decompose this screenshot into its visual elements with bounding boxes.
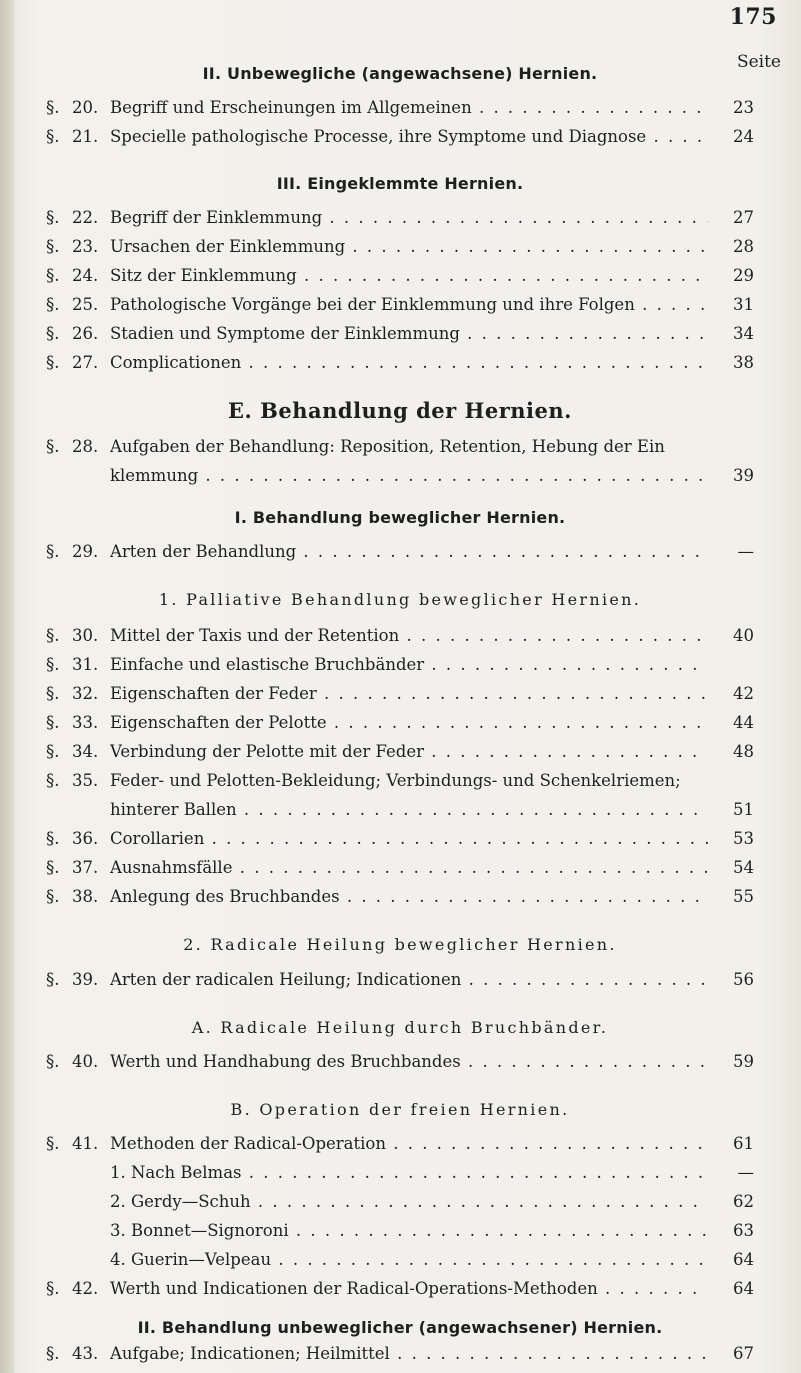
entry-title: 3. Bonnet—Signoroni . . . — [110, 1221, 708, 1240]
section-heading: I. Behandlung beweglicher Hernien. — [234, 508, 566, 527]
entry-number: 40. — [72, 1052, 99, 1071]
entry-number: 20. — [72, 98, 99, 117]
paragraph-sign: §. — [46, 626, 60, 645]
paragraph-sign: §. — [46, 127, 60, 146]
section-heading: II. Unbewegliche (angewachsene) Hernien. — [202, 64, 598, 83]
entry-title: Eigenschaften der Pelotte . . . — [110, 713, 708, 732]
entry-number: 28. — [72, 437, 99, 456]
page-column-label: Seite — [736, 52, 781, 72]
entry-title: klemmung . . . — [110, 466, 708, 485]
entry-number: 32. — [72, 684, 99, 703]
entry-title: 4. Guerin—Velpeau . . . — [110, 1250, 708, 1269]
entry-number: 31. — [72, 655, 99, 674]
entry-title: Eigenschaften der Feder . . . — [110, 684, 708, 703]
paragraph-sign: §. — [46, 353, 60, 372]
toc-entry — [46, 437, 754, 463]
paragraph-sign: §. — [46, 655, 60, 674]
entry-title: Corollarien . . . — [110, 829, 708, 848]
paragraph-sign: §. — [46, 437, 60, 456]
entry-title: Verbindung der Pelotte mit der Feder . . . — [110, 742, 708, 761]
entry-page: 63 — [733, 1221, 754, 1240]
paragraph-sign: §. — [46, 208, 60, 227]
paragraph-sign: §. — [46, 1052, 60, 1071]
entry-title: Sitz der Einklemmung . . . — [110, 266, 708, 285]
toc-entry — [46, 742, 754, 768]
toc-subentry — [46, 1163, 754, 1189]
paragraph-sign: §. — [46, 970, 60, 989]
toc-entry — [46, 713, 754, 739]
entry-title: hinterer Ballen . . . — [110, 800, 708, 819]
entry-number: 26. — [72, 324, 99, 343]
entry-number: 43. — [72, 1344, 99, 1363]
entry-title: Pathologische Vorgänge bei der Einklemmung und ihre Folgen . . . — [110, 295, 708, 314]
entry-title: 1. Nach Belmas . . . — [110, 1163, 708, 1182]
entry-title: 2. Gerdy—Schuh . . . — [110, 1192, 708, 1211]
paragraph-sign: §. — [46, 266, 60, 285]
toc-entry — [46, 542, 754, 568]
toc-entry — [46, 655, 754, 681]
entry-title: Methoden der Radical-Operation . . . — [110, 1134, 708, 1153]
subsection-heading: 2. Radicale Heilung beweglicher Hernien. — [183, 935, 617, 954]
paragraph-sign: §. — [46, 1344, 60, 1363]
entry-page: 61 — [733, 1134, 754, 1153]
toc-entry — [46, 353, 754, 379]
entry-title: Arten der radicalen Heilung; Indicationen . . . — [110, 970, 708, 989]
entry-page: 24 — [733, 127, 754, 146]
entry-page: 23 — [733, 98, 754, 117]
entry-page: 44 — [733, 713, 754, 732]
entry-number: 35. — [72, 771, 99, 790]
entry-number: 41. — [72, 1134, 99, 1153]
entry-title: Feder- und Pelotten-Bekleidung; Verbindungs- und Schenkelriemen; — [110, 771, 681, 790]
page-gutter — [0, 0, 14, 1373]
toc-entry — [46, 266, 754, 292]
entry-page: — — [737, 1163, 754, 1182]
entry-title: Ausnahmsfälle . . . — [110, 858, 708, 877]
entry-page: 31 — [733, 295, 754, 314]
entry-title: Mittel der Taxis und der Retention . . . — [110, 626, 708, 645]
section-heading: III. Eingeklemmte Hernien. — [276, 174, 524, 193]
toc-entry — [46, 1344, 754, 1370]
toc-entry — [46, 127, 754, 153]
entry-title: Begriff der Einklemmung . . . — [110, 208, 708, 227]
entry-page: 55 — [733, 887, 754, 906]
entry-number: 27. — [72, 353, 99, 372]
toc-entry — [46, 237, 754, 263]
entry-title: Aufgaben der Behandlung: Reposition, Retention, Hebung der Ein — [110, 437, 665, 456]
toc-entry — [46, 858, 754, 884]
subsection-heading: A. Radicale Heilung durch Bruchbänder. — [191, 1018, 609, 1037]
entry-page: 51 — [733, 800, 754, 819]
toc-entry — [46, 887, 754, 913]
toc-entry — [46, 829, 754, 855]
entry-number: 33. — [72, 713, 99, 732]
entry-page: 64 — [733, 1279, 754, 1298]
entry-page: 38 — [733, 353, 754, 372]
entry-page: 64 — [733, 1250, 754, 1269]
toc-entry — [46, 1134, 754, 1160]
entry-title: Anlegung des Bruchbandes . . . — [110, 887, 708, 906]
entry-page: 29 — [733, 266, 754, 285]
paragraph-sign: §. — [46, 1279, 60, 1298]
toc-entry-continuation — [46, 466, 754, 492]
subsection-heading: B. Operation der freien Hernien. — [230, 1100, 570, 1119]
entry-page: 40 — [733, 626, 754, 645]
toc-entry — [46, 98, 754, 124]
entry-number: 22. — [72, 208, 99, 227]
entry-page: 53 — [733, 829, 754, 848]
toc-entry — [46, 324, 754, 350]
entry-title: Ursachen der Einklemmung . . . — [110, 237, 708, 256]
chapter-heading: E. Behandlung der Hernien. — [228, 398, 572, 423]
paragraph-sign: §. — [46, 684, 60, 703]
entry-title: Arten der Behandlung . . . — [110, 542, 708, 561]
entry-number: 23. — [72, 237, 99, 256]
paragraph-sign: §. — [46, 237, 60, 256]
entry-page: 34 — [733, 324, 754, 343]
entry-title: Werth und Handhabung des Bruchbandes . . . — [110, 1052, 708, 1071]
paragraph-sign: §. — [46, 713, 60, 732]
toc-entry-continuation — [46, 800, 754, 826]
entry-title: Complicationen . . . — [110, 353, 708, 372]
paragraph-sign: §. — [46, 771, 60, 790]
entry-title: Specielle pathologische Processe, ihre Symptome und Diagnose . . . — [110, 127, 708, 146]
paragraph-sign: §. — [46, 1134, 60, 1153]
entry-page: 39 — [733, 466, 754, 485]
entry-number: 21. — [72, 127, 99, 146]
paragraph-sign: §. — [46, 98, 60, 117]
entry-title: Stadien und Symptome der Einklemmung . . . — [110, 324, 708, 343]
subsection-heading: 1. Palliative Behandlung beweglicher Hernien. — [158, 590, 642, 609]
toc-entry — [46, 970, 754, 996]
entry-title: Werth und Indicationen der Radical-Operations-Methoden . . . — [110, 1279, 708, 1298]
entry-number: 30. — [72, 626, 99, 645]
entry-page: 42 — [733, 684, 754, 703]
entry-number: 34. — [72, 742, 99, 761]
section-heading: II. Behandlung unbeweglicher (angewachsener) Hernien. — [137, 1318, 663, 1337]
entry-page: 59 — [733, 1052, 754, 1071]
entry-title: Einfache und elastische Bruchbänder . . . — [110, 655, 708, 674]
toc-subentry — [46, 1221, 754, 1247]
entry-page: 27 — [733, 208, 754, 227]
entry-page: 62 — [733, 1192, 754, 1211]
toc-subentry — [46, 1192, 754, 1218]
paragraph-sign: §. — [46, 324, 60, 343]
paragraph-sign: §. — [46, 858, 60, 877]
entry-page: — — [737, 542, 754, 561]
toc-entry — [46, 684, 754, 710]
paragraph-sign: §. — [46, 742, 60, 761]
paragraph-sign: §. — [46, 887, 60, 906]
toc-entry — [46, 1279, 754, 1305]
toc-entry — [46, 295, 754, 321]
page-number: 175 — [729, 4, 777, 30]
entry-title: Begriff und Erscheinungen im Allgemeinen . . . — [110, 98, 708, 117]
entry-page: 54 — [733, 858, 754, 877]
entry-number: 38. — [72, 887, 99, 906]
entry-page: 48 — [733, 742, 754, 761]
entry-page: 56 — [733, 970, 754, 989]
toc-entry — [46, 1052, 754, 1078]
entry-title: Aufgabe; Indicationen; Heilmittel . . . — [110, 1344, 708, 1363]
entry-number: 36. — [72, 829, 99, 848]
entry-number: 37. — [72, 858, 99, 877]
paragraph-sign: §. — [46, 295, 60, 314]
toc-subentry — [46, 1250, 754, 1276]
entry-page: 67 — [733, 1344, 754, 1363]
toc-entry — [46, 208, 754, 234]
entry-number: 29. — [72, 542, 99, 561]
entry-number: 39. — [72, 970, 99, 989]
entry-number: 25. — [72, 295, 99, 314]
paragraph-sign: §. — [46, 829, 60, 848]
toc-entry — [46, 771, 754, 797]
entry-page: 28 — [733, 237, 754, 256]
toc-entry — [46, 626, 754, 652]
entry-number: 42. — [72, 1279, 99, 1298]
entry-number: 24. — [72, 266, 99, 285]
paragraph-sign: §. — [46, 542, 60, 561]
